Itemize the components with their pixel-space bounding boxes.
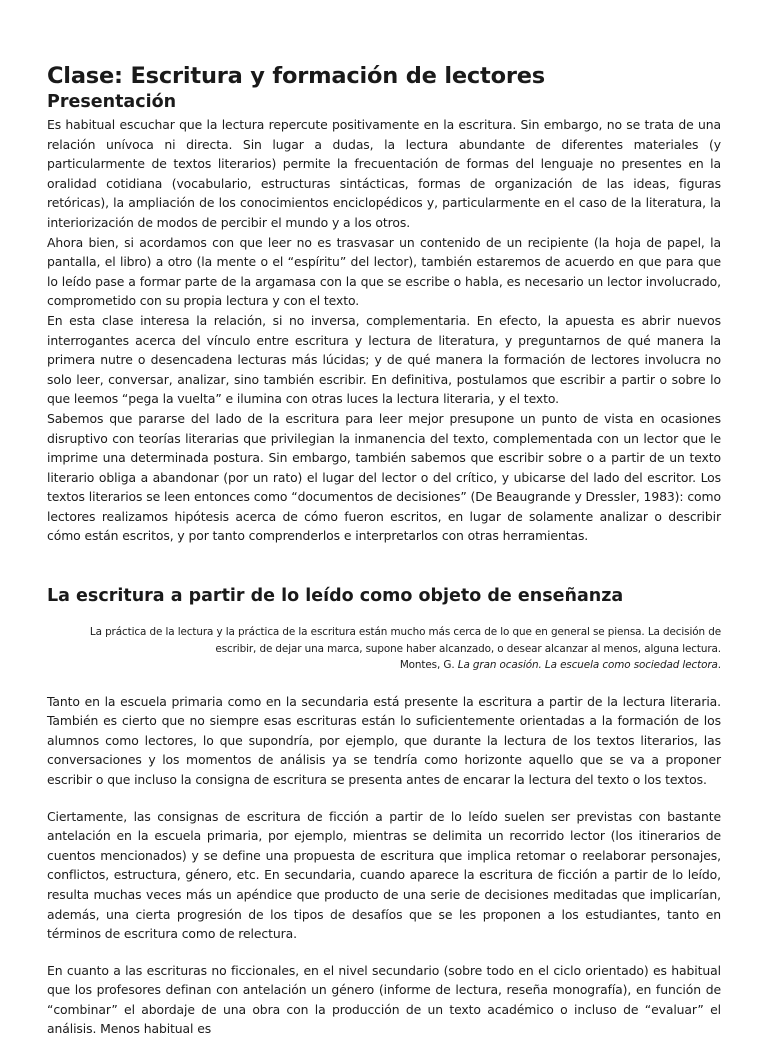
intro-paragraph-4: Sabemos que pararse del lado de la escritura para leer mejor presupone un punto de vista en ocasiones disruptivo con teorías literarias que privilegian la inmanencia del texto, complementada con un lector que le imprime una determinada postura. Sin embargo, también sabemos que escribir sobre o a partir de un texto literario obliga a abandonar (por un rato) el lugar del lector o del crítico, y ubicarse del lado del escritor. Los textos literarios se leen entonces como “documentos de decisiones” (De Beaugrande y Dressler, 1983): como lectores realizamos hipótesis acerca de cómo fueron escritos, en lugar de solamente analizar o describir cómo están escritos, y por tanto comprenderlos e interpretarlos con otras herramientas. [47, 410, 721, 544]
quote-work: La gran ocasión. La escuela como sociedad lectora [457, 659, 718, 672]
document-page [47, 62, 721, 1039]
epigraph-quote [83, 624, 721, 674]
section-paragraph-1: Tanto en la escuela primaria como en la secundaria está presente la escritura a partir de la lectura literaria. También es cierto que no siempre esas escrituras están lo suficientemente orientadas a la formación de los alumnos como lectores, lo que supondría, por ejemplo, que durante la lectura de los textos literarios, las conversaciones y los momentos de análisis ya se tendría como horizonte aquello que se va a proponer escribir o que incluso la consigna de escritura se presenta antes de encarar la lectura del texto o los textos. [47, 693, 721, 787]
section-subtitle-presentacion: Presentación [47, 92, 177, 112]
quote-end: . [717, 659, 721, 672]
intro-paragraph-3: En esta clase interesa la relación, si no inversa, complementaria. En efecto, la apuesta es abrir nuevos interrogantes acerca del vínculo entre escritura y lectura de literatura, y preguntarnos de qué manera la primera nutre o desencadena lecturas más lúcidas; y de qué manera la formación de lectores involucra no solo leer, conversar, analizar, sino también escribir. En definitiva, postulamos que escribir a partir o sobre lo que leemos “pega la vuelta” e ilumina con otras luces la lectura literaria, y el texto. [47, 312, 721, 407]
quote-text: La práctica de la lectura y la práctica de la escritura están mucho más cerca de lo que en general se piensa. La decisión de escribir, de dejar una marca, supone haber alcanzado, o desear alcanzar al menos, alguna lectura. [89, 626, 721, 655]
quote-author: Montes, G. [399, 659, 458, 672]
section-paragraph-2: Ciertamente, las consignas de escritura de ficción a partir de lo leído suelen ser previstas con bastante antelación en la escuela primaria, por ejemplo, mientras se delimita un recorrido lector (los itinerarios de cuentos mencionados) y se define una propuesta de escritura que implica retomar o reelaborar personajes, conflictos, estructura, género, etc. En secundaria, cuando aparece la escritura de ficción a partir de lo leído, resulta muchas veces más un apéndice que producto de una serie de decisiones meditadas que implicarían, además, una cierta progresión de los tipos de desafíos que se les proponen a los estudiantes, tanto en términos de escritura como de relectura. [47, 808, 721, 942]
quote-citation [83, 657, 721, 674]
intro-paragraph-1: Es habitual escuchar que la lectura repercute positivamente en la escritura. Sin embargo, no se trata de una relación unívoca ni directa. Sin lugar a dudas, la lectura abundante de diferentes materiales (y particularmente de textos literarios) permite la frecuentación de formas del lenguaje no presentes en la oralidad cotidiana (vocabulario, estructuras sintácticas, formas de organización de las ideas, figuras retóricas), la ampliación de los conocimientos enciclopédicos y, particularmente en el caso de la literatura, la interiorización de modos de percibir el mundo y a los otros. [47, 117, 721, 230]
section-paragraph-3: En cuanto a las escrituras no ficcionales, en el nivel secundario (sobre todo en el ciclo orientado) es habitual que los profesores definan con antelación un género (informe de lectura, reseña monografía), en función de “combinar” el abordaje de una obra con la producción de un texto académico o incluso de “evaluar” el análisis. Menos habitual es [47, 962, 721, 1037]
intro-paragraph-2: Ahora bien, si acordamos con que leer no es trasvasar un contenido de un recipiente (la hoja de papel, la pantalla, el libro) a otro (la mente o el “espíritu” del lector), también estaremos de acuerdo en que para que lo leído pase a formar parte de la argamasa con la que se escribe o habla, es necesario un lector involucrado, comprometido con su propia lectura y con el texto. [47, 234, 721, 309]
section-heading: La escritura a partir de lo leído como objeto de enseñanza [47, 586, 624, 607]
page-title: Clase: Escritura y formación de lectores [47, 63, 545, 89]
